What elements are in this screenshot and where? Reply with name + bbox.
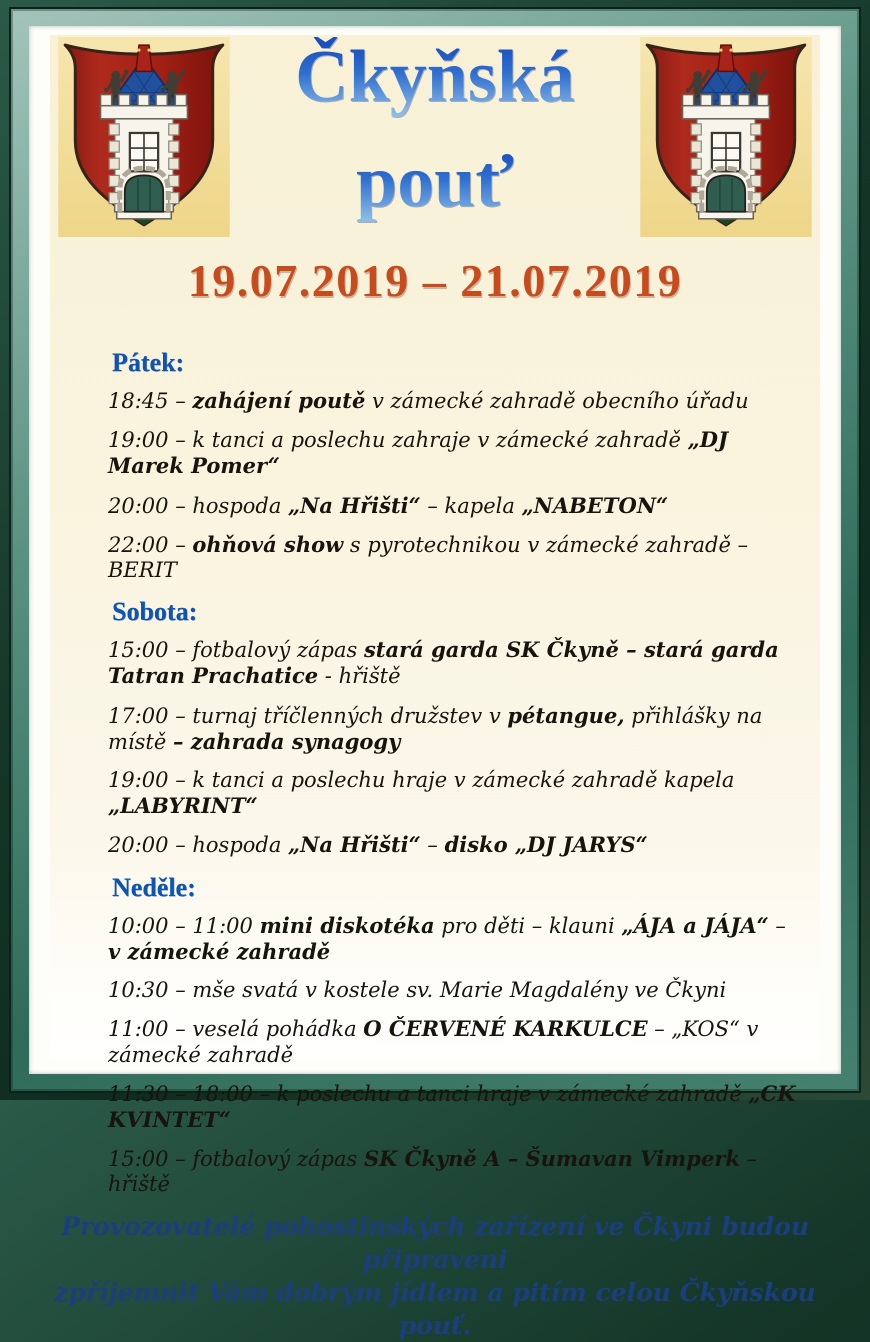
- footer-note: [50, 1210, 820, 1342]
- white-mat: [29, 26, 841, 1341]
- schedule-item: 17:00 – turnaj tříčlenných družstev v pétangue, přihlášky na místě – zahrada synagogy: [108, 702, 763, 754]
- schedule-item: 19:00 – k tanci a poslechu zahraje v zámecké zahradě „DJ Marek Pomer“: [108, 427, 728, 479]
- footer-line-1: Provozovatelé pohostinských zařízení ve Čkyni budou připraveni: [60, 1212, 810, 1275]
- section-heading: Neděle:: [112, 872, 196, 902]
- schedule-item: 22:00 – ohňová show s pyrotechnikou v zámecké zahradě – BERIT: [108, 531, 749, 582]
- schedule: [108, 339, 804, 1211]
- schedule-item: 15:00 – fotbalový zápas SK Čkyně A – Šumavan Vimperk – hřiště: [108, 1146, 758, 1197]
- schedule-item: 10:30 – mše svatá v kostele sv. Marie Magdalény ve Čkyni: [108, 978, 727, 1003]
- footer-line-2: zpříjemnit Vám dobrým jídlem a pitím celou Čkyňskou pouť.: [54, 1278, 816, 1341]
- schedule-item: 10:00 – 11:00 mini diskotéka pro děti – klauni „ÁJA a JÁJA“ – v zámecké zahradě: [108, 912, 786, 964]
- schedule-item: 11:00 – veselá pohádka O ČERVENÉ KARKULCE – „KOS“ v zámecké zahradě: [108, 1016, 759, 1067]
- coat-of-arms-icon: [640, 37, 812, 237]
- schedule-item: 18:45 – zahájení poutě v zámecké zahradě obecního úřadu: [108, 387, 749, 413]
- schedule-item: 20:00 – hospoda „Na Hřišti“ – kapela „NABETON“: [108, 492, 669, 518]
- coat-of-arms-icon: [58, 37, 230, 237]
- outer-frame: [11, 9, 859, 1341]
- schedule-item: 20:00 – hospoda „Na Hřišti“ – disko „DJ JARYS“: [108, 832, 648, 858]
- schedule-item: 15:00 – fotbalový zápas stará garda SK Čkyně – stará garda Tatran Prachatice - hřiště: [108, 637, 779, 689]
- schedule-item: 11:30 – 18:00 – k poslechu a tanci hraje v zámecké zahradě „CK KVINTET“: [108, 1080, 796, 1132]
- schedule-item: 19:00 – k tanci a poslechu hraje v zámecké zahradě kapela „LABYRINT“: [108, 768, 735, 819]
- date-range: 19.07.2019 – 21.07.2019: [187, 254, 683, 306]
- title-line-2: pouť: [356, 141, 514, 224]
- poster-page: [50, 35, 820, 1341]
- section-heading: Sobota:: [112, 597, 198, 627]
- title-line-1: Čkyňská: [295, 36, 575, 118]
- section-heading: Pátek:: [112, 347, 185, 377]
